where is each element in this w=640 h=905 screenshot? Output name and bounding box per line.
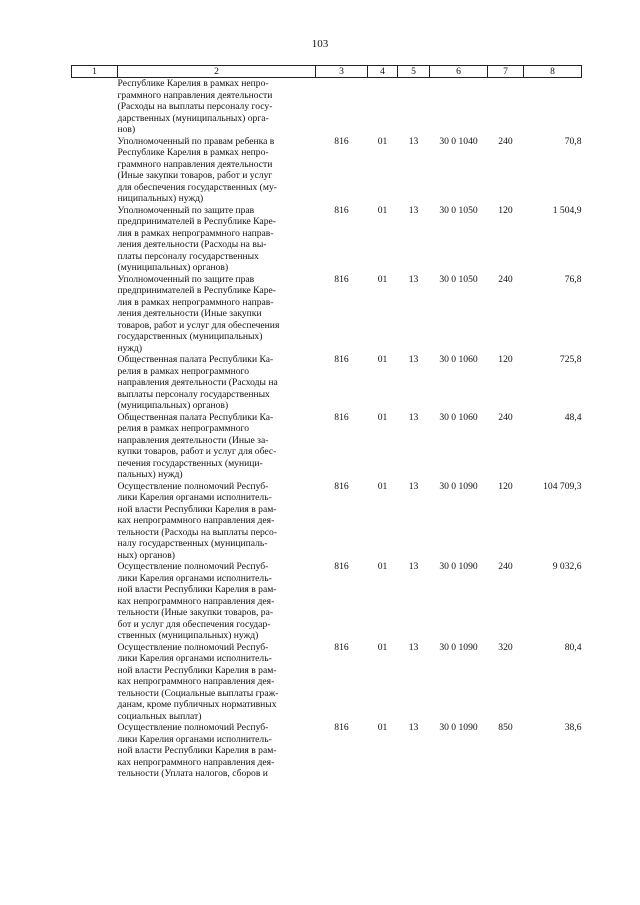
grbs-code: 816 [334,273,349,285]
target-article-code: 30 0 1090 [439,480,478,492]
amount: 76,8 [564,273,582,285]
subsection-code: 13 [408,480,419,492]
grbs-code: 816 [334,411,349,423]
expense-description: Общественная палата Республики Ка- релия в рамках непрограммного направления деятельности (Иные за- купки товаров, работ и услуг для обес- печения государственных (муници- пальных) нужд) [117,411,277,480]
row-index-cell [72,642,118,723]
table-row [72,412,582,481]
section-code: 01 [377,641,388,653]
amount: 104 709,3 [543,480,582,492]
row-index-cell [72,78,118,136]
expense-type-code: 240 [498,135,513,147]
table-row [72,722,582,780]
table-row [72,205,582,274]
section-code: 01 [377,561,388,572]
expense-description: Осуществление полномочий Респуб- лики Карелия органами исполнитель- ной власти Республики Карелия в рам- ках непрограммного направления дея- тельности (Уплата налогов, сборов и [117,722,277,779]
target-article-code: 30 0 1050 [439,204,478,216]
subsection-code: 13 [408,354,419,365]
grbs-code: 816 [334,722,349,733]
page-number: 103 [311,38,329,50]
amount [524,78,582,136]
section-code: 01 [377,480,388,492]
column-header-5: 5 [398,66,430,78]
column-header-8: 8 [524,66,582,78]
column-header-7: 7 [488,66,524,78]
column-header-6: 6 [430,66,488,78]
target-article-code: 30 0 1090 [439,641,478,653]
expense-description: Республике Карелия в рамках непро- граммного направления деятельности (Расходы на выплаты персоналу госу- дарственных (муниципальных) орга- нов) [117,78,273,135]
expense-type-code: 120 [498,204,513,216]
section-code: 01 [377,411,388,423]
expense-type-code: 240 [498,411,513,423]
expense-description: Общественная палата Республики Ка- релия в рамках непрограммного направления деятельности (Расходы на выплаты персоналу государственных (муниципальных) органов) [117,354,278,411]
table-row [72,354,582,412]
target-article-code: 30 0 1040 [439,135,478,147]
table-row [72,481,582,562]
expense-description: Уполномоченный по правам ребенка в Республике Карелия в рамках непро- граммного направления деятельности (Иные закупки товаров, работ и услуг для обеспечения государственных (му- ниципальных) нужд) [117,135,277,204]
subsection-code: 13 [408,641,419,653]
grbs-code: 816 [334,354,349,365]
budget-table [71,65,582,780]
table-row [72,274,582,355]
target-article-code: 30 0 1090 [439,561,478,572]
table-row [72,136,582,205]
subsection-code: 13 [408,273,419,285]
row-index-cell [72,136,118,205]
target-article-code: 30 0 1060 [439,354,478,365]
subsection-code: 13 [408,411,419,423]
expense-description: Уполномоченный по защите прав предпринимателей в Республике Каре- лия в рамках непрограммного направ- ления деятельности (Расходы на вы- платы персоналу государственных (муниципальных) органов) [117,204,276,273]
subsection-code: 13 [408,204,419,216]
expense-type-code: 850 [498,722,513,733]
section-code: 01 [377,273,388,285]
subsection-code: 13 [408,722,419,733]
row-index-cell [72,412,118,481]
expense-type-code: 240 [498,273,513,285]
target-article-code: 30 0 1060 [439,411,478,423]
expense-type-code: 320 [498,641,513,653]
row-index-cell [72,354,118,412]
row-index-cell [72,722,118,780]
row-index-cell [72,561,118,642]
expense-type-code [488,78,524,136]
amount: 38,6 [564,722,582,733]
subsection-code: 13 [408,135,419,147]
column-header-3: 3 [316,66,368,78]
row-index-cell [72,481,118,562]
target-article-code [430,78,488,136]
amount: 80,4 [564,641,582,653]
expense-description: Осуществление полномочий Респуб- лики Карелия органами исполнитель- ной власти Республики Карелия в рам- ках непрограммного направления дея- тельности (Расходы на выплаты персо- налу государственных (муниципаль- ных) органов) [117,480,278,561]
grbs-code: 816 [334,480,349,492]
table-row [72,642,582,723]
grbs-code: 816 [334,204,349,216]
grbs-code: 816 [334,561,349,572]
section-code: 01 [377,722,388,733]
amount: 1 504,9 [552,204,582,216]
expense-type-code: 120 [498,480,513,492]
table-row [72,78,582,136]
target-article-code: 30 0 1090 [439,722,478,733]
expense-type-code: 240 [498,561,513,572]
column-header-2: 2 [118,66,316,78]
row-index-cell [72,205,118,274]
subsection-code [398,78,430,136]
expense-description: Уполномоченный по защите прав предпринимателей в Республике Каре- лия в рамках непрограммного направ- ления деятельности (Иные закупки товаров, работ и услуг для обеспечения государственных (муниципальных) нужд) [117,273,280,354]
subsection-code: 13 [408,561,419,572]
expense-description: Осуществление полномочий Респуб- лики Карелия органами исполнитель- ной власти Республики Карелия в рам- ках непрограммного направления дея- тельности (Иные закупки товаров, ра- бот и услуг для обеспечения государ- ственных (муниципальных) нужд) [117,561,277,641]
column-header-1: 1 [72,66,118,78]
target-article-code: 30 0 1050 [439,273,478,285]
section-code: 01 [377,354,388,365]
amount: 725,8 [559,354,582,365]
table-row [72,561,582,642]
section-code: 01 [377,204,388,216]
grbs-code [316,78,368,136]
grbs-code: 816 [334,135,349,147]
row-index-cell [72,274,118,355]
section-code: 01 [377,135,388,147]
table-header-row [72,66,582,78]
grbs-code: 816 [334,641,349,653]
section-code [368,78,398,136]
expense-description: Осуществление полномочий Респуб- лики Карелия органами исполнитель- ной власти Республики Карелия в рам- ках непрограммного направления дея- тельности (Социальные выплаты граж- данам, кроме публичных нормативных социальных выплат) [117,641,279,722]
expense-type-code: 120 [498,354,513,365]
amount: 48,4 [564,411,582,423]
amount: 9 032,6 [552,561,582,572]
column-header-4: 4 [368,66,398,78]
amount: 70,8 [564,135,582,147]
